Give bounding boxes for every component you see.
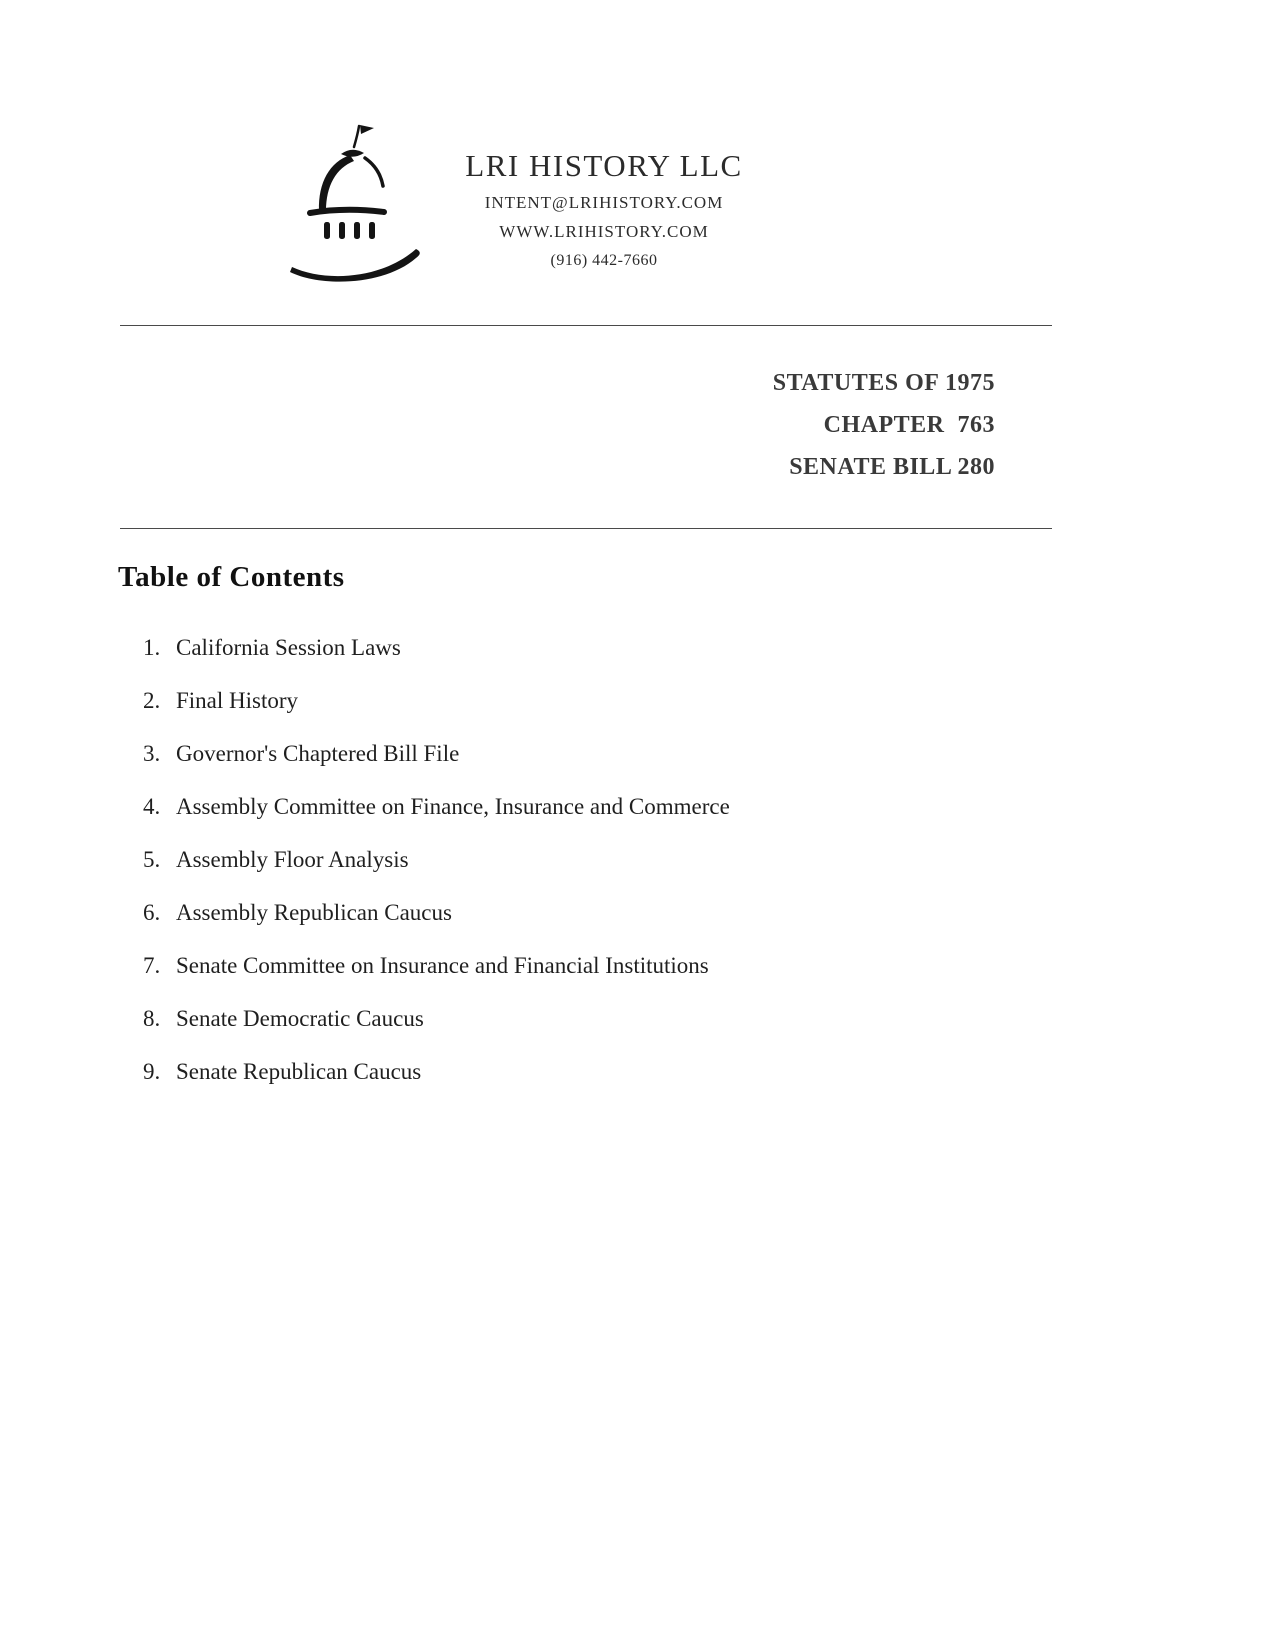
toc-item: 9. Senate Republican Caucus (166, 1057, 1276, 1086)
toc-item: 4. Assembly Committee on Finance, Insurance and Commerce (166, 792, 1276, 821)
chapter-line: CHAPTER 763 (823, 412, 995, 438)
toc-item: 2. Final History (166, 686, 1276, 715)
divider-top (120, 325, 1052, 326)
company-phone: (916) 442-7660 (550, 252, 658, 269)
toc-heading: Table of Contents (118, 561, 345, 593)
letterhead (0, 0, 1276, 325)
senate-bill-line: SENATE BILL 280 (789, 454, 995, 480)
toc-item: 5. Assembly Floor Analysis (166, 845, 1276, 874)
toc-item: 8. Senate Democratic Caucus (166, 1004, 1276, 1033)
toc-item: 6. Assembly Republican Caucus (166, 898, 1276, 927)
toc-item: 1. California Session Laws (166, 633, 1276, 662)
company-email: INTENT@LRIHISTORY.COM (484, 193, 724, 212)
spacer (0, 488, 1276, 528)
letterhead-text (398, 148, 810, 271)
title-block (0, 362, 995, 488)
toc-list (118, 633, 1276, 1086)
company-website: WWW.LRIHISTORY.COM (499, 222, 709, 241)
divider-bottom (120, 528, 1052, 529)
toc-item: 3. Governor's Chaptered Bill File (166, 739, 1276, 768)
toc-item: 7. Senate Committee on Insurance and Financial Institutions (166, 951, 1276, 980)
statutes-year-line: STATUTES OF 1975 (772, 370, 995, 396)
company-name: LRI HISTORY LLC (465, 148, 743, 183)
